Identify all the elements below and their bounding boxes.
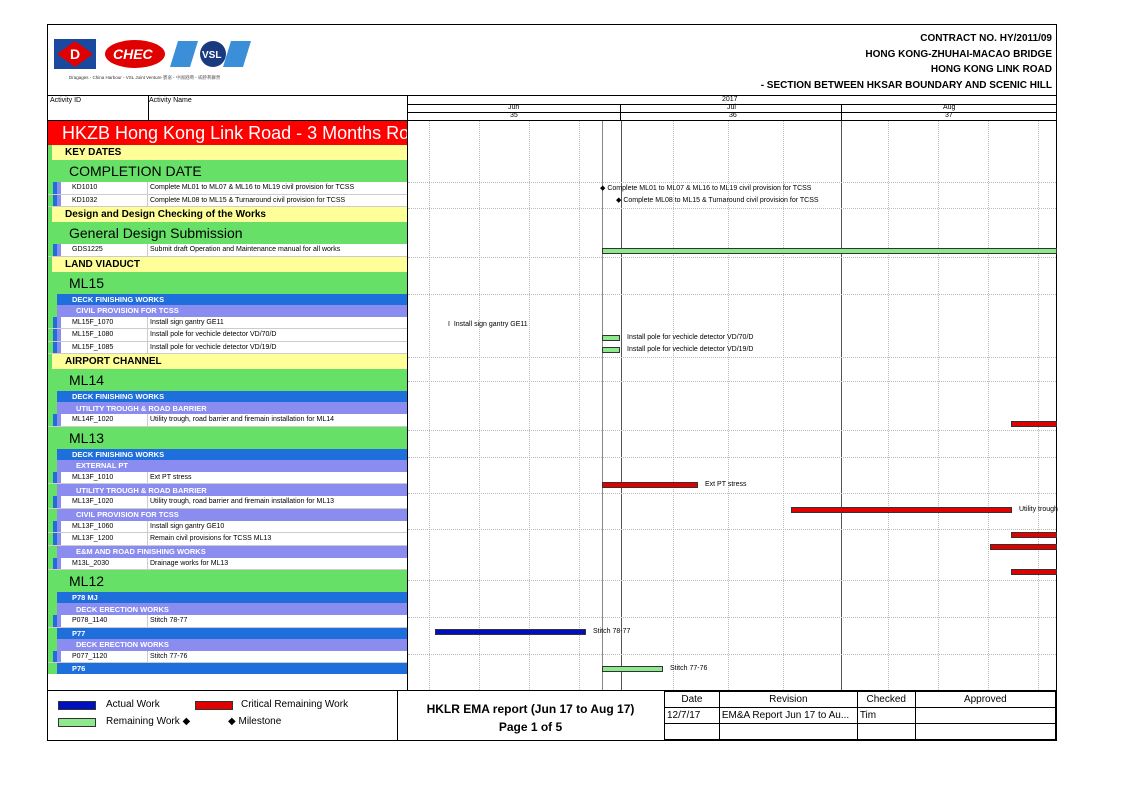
gantt-label-s7877: Stitch 78-77 — [593, 628, 631, 635]
rev-header-approved: Approved — [915, 692, 1055, 708]
legend-actual-swatch — [58, 701, 96, 710]
group-header[interactable] — [48, 570, 407, 592]
gantt-label-ge11: Install sign gantry GE11 — [453, 321, 528, 328]
week-jul: 36 — [729, 112, 737, 119]
logo-mark-d: D — [70, 46, 81, 62]
group-label: ML13 — [69, 429, 105, 446]
activity-id: GDS1225 — [48, 244, 148, 256]
activity-name: Install pole for vechicle detector VD/70/D — [150, 331, 277, 339]
group-header[interactable] — [48, 391, 407, 402]
bar-ml15f-1080[interactable] — [602, 335, 620, 341]
group-label: CIVIL PROVISION FOR TCSS — [76, 306, 179, 315]
activity-name: Complete ML01 to ML07 & ML16 to ML19 civil provision for TCSS — [150, 184, 355, 192]
bar-ml13f-1010[interactable] — [602, 482, 698, 488]
logo-mark-vsl: VSL — [202, 50, 222, 61]
contract-number: CONTRACT NO. HY/2011/09 — [920, 33, 1052, 44]
activity-name: Install pole for vechicle detector VD/19/D — [150, 343, 277, 351]
group-header[interactable] — [48, 369, 407, 391]
legend-critical-label: Critical Remaining Work — [241, 699, 349, 710]
activity-name: Remain civil provisions for TCSS ML13 — [150, 535, 272, 543]
gantt-label-vd19: Install pole for vechicle detector VD/19/D — [627, 346, 754, 353]
group-header[interactable] — [48, 509, 407, 521]
column-header — [48, 95, 1056, 121]
gantt-label-kd1032: Complete ML08 to ML15 & Turnaround civil provision for TCSS — [623, 197, 819, 204]
group-header[interactable] — [48, 145, 407, 160]
group-header[interactable] — [48, 603, 407, 615]
milestone-icon: ◆ — [182, 716, 191, 727]
legend-actual-label: Actual Work — [106, 699, 160, 710]
group-label: ML15 — [69, 274, 105, 291]
group-label: ML12 — [69, 573, 105, 589]
group-header[interactable] — [48, 305, 407, 317]
activity-row[interactable] — [48, 182, 407, 195]
activity-name-header: Activity Name — [149, 97, 192, 104]
month-jul: Jul — [727, 104, 736, 111]
group-label: DECK ERECTION WORKS — [76, 640, 169, 649]
activity-row[interactable] — [48, 472, 407, 485]
group-label: General Design Submission — [69, 225, 243, 241]
group-label: DECK FINISHING WORKS — [72, 294, 165, 304]
bar-ml13f-1020[interactable] — [791, 507, 1012, 513]
revision-table — [664, 691, 1056, 740]
milestone-icon: ◆ — [616, 197, 622, 204]
timescale-year: 2017 — [722, 96, 738, 103]
group-header[interactable] — [48, 628, 407, 639]
bar-p077-1120[interactable] — [602, 666, 663, 672]
bar-ml13f-1060[interactable] — [1011, 532, 1057, 538]
activity-id: ML14F_1020 — [48, 414, 148, 426]
activity-name: Drainage works for ML13 — [150, 559, 229, 567]
activity-name: Ext PT stress — [150, 473, 192, 481]
gantt-label-vd70: Install pole for vechicle detector VD/70/D — [627, 334, 754, 341]
legend-milestone — [228, 716, 281, 727]
rev-empty-cell — [719, 724, 857, 740]
milestone-icon: ◆ — [228, 716, 236, 727]
group-label: AIRPORT CHANNEL — [65, 356, 162, 367]
activity-row[interactable] — [48, 195, 407, 208]
activity-row[interactable] — [48, 651, 407, 664]
group-label: P77 — [72, 628, 86, 638]
activity-id: ML15F_1080 — [48, 329, 148, 341]
group-label: DECK ERECTION WORKS — [76, 604, 169, 614]
activity-row[interactable] — [48, 521, 407, 534]
bar-m13l-2030[interactable] — [1011, 569, 1057, 575]
activity-row[interactable] — [48, 558, 407, 571]
rev-date: 12/7/17 — [665, 708, 720, 724]
activity-id: ML13F_1020 — [48, 496, 148, 508]
group-header[interactable] — [48, 484, 407, 496]
group-header[interactable] — [48, 546, 407, 558]
group-label: HKZB Hong Kong Link Road - 3 Months Rolling Programme — [62, 122, 541, 143]
milestone-kd1032 — [616, 196, 819, 204]
gantt-label-s7776: Stitch 77-76 — [670, 665, 708, 672]
activity-id: ML13F_1010 — [48, 472, 148, 484]
activity-name: Utility trough, road barrier and firemain installation for ML14 — [150, 416, 335, 424]
activity-row[interactable] — [48, 329, 407, 342]
gantt-label-kd1010: Complete ML01 to ML07 & ML16 to ML19 civil provision for TCSS — [607, 185, 812, 192]
legend-remaining — [106, 716, 190, 727]
group-header[interactable] — [48, 663, 407, 674]
group-header[interactable] — [48, 354, 407, 369]
group-header[interactable] — [48, 449, 407, 460]
activity-id: P078_1140 — [48, 615, 148, 627]
bar-ml15f-1085[interactable] — [602, 347, 620, 353]
activity-row[interactable] — [48, 414, 407, 427]
legend-remaining-swatch — [58, 718, 96, 727]
rev-header-revision: Revision — [719, 692, 857, 708]
group-label: P78 MJ — [72, 593, 98, 602]
group-label: Design and Design Checking of the Works — [65, 209, 266, 220]
section-name: - SECTION BETWEEN HKSAR BOUNDARY AND SCENIC HILL — [760, 80, 1052, 91]
logo-mark-chec: CHEC — [113, 46, 153, 62]
activity-row[interactable] — [48, 615, 407, 628]
activity-id: ML13F_1200 — [48, 533, 148, 545]
group-label: KEY DATES — [65, 147, 122, 158]
activity-name: Stitch 78-77 — [150, 617, 188, 625]
company-logos — [53, 39, 253, 83]
activity-id: M13L_2030 — [48, 558, 148, 570]
project-name: HONG KONG-ZHUHAI-MACAO BRIDGE — [865, 49, 1052, 60]
activity-id: KD1032 — [48, 195, 148, 207]
group-header[interactable] — [48, 257, 407, 272]
activity-row[interactable] — [48, 244, 407, 257]
group-header[interactable] — [48, 160, 407, 182]
activity-name: Utility trough, road barrier and firemain installation for ML13 — [150, 498, 335, 506]
report-header — [48, 25, 1056, 95]
activity-name: Install sign gantry GE10 — [150, 522, 225, 530]
activity-name: Stitch 77-76 — [150, 652, 188, 660]
rev-empty-cell — [857, 724, 915, 740]
bar-ml13f-1200[interactable] — [990, 544, 1057, 550]
month-aug: Aug — [943, 104, 956, 111]
group-label: DECK FINISHING WORKS — [72, 449, 165, 459]
group-label: COMPLETION DATE — [69, 163, 202, 179]
page-number: Page 1 of 5 — [498, 720, 563, 734]
activity-id: ML15F_1070 — [48, 317, 148, 329]
report-title: HKLR EMA report (Jun 17 to Aug 17) — [426, 702, 635, 716]
group-header[interactable] — [48, 427, 407, 449]
rev-empty-cell — [915, 724, 1055, 740]
group-header[interactable] — [48, 222, 407, 244]
group-label: LAND VIADUCT — [65, 258, 140, 270]
bar-ml14f-1020[interactable] — [1011, 421, 1057, 427]
legend-milestone-label: Milestone — [238, 716, 282, 727]
rev-checked: Tim — [857, 708, 915, 724]
activity-row[interactable] — [48, 342, 407, 355]
group-label: E&M AND ROAD FINISHING WORKS — [76, 547, 206, 556]
rev-header-date: Date — [665, 692, 720, 708]
logo-caption: Dragages - China Harbour - VSL Joint Venture 寶嘉 - 中國港灣 - 威勝利聯營 — [69, 75, 221, 80]
gantt-item-ge11: I Install sign gantry GE11 — [448, 321, 528, 328]
rev-approved — [915, 708, 1055, 724]
road-name: HONG KONG LINK ROAD — [930, 64, 1052, 75]
week-aug: 37 — [945, 112, 953, 119]
group-header[interactable] — [48, 207, 407, 222]
activity-id-header: Activity ID — [50, 97, 82, 104]
gantt-chart — [407, 121, 1056, 690]
activity-name: Complete ML08 to ML15 & Turnaround civil provision for TCSS — [150, 196, 346, 204]
bar-p078-1140[interactable] — [435, 629, 586, 635]
activity-id: P077_1120 — [48, 651, 148, 663]
group-header[interactable] — [48, 294, 407, 305]
week-jun: 35 — [510, 112, 518, 119]
activity-row[interactable] — [48, 317, 407, 330]
legend-critical-swatch — [195, 701, 233, 710]
group-label: UTILITY TROUGH & ROAD BARRIER — [76, 485, 207, 495]
group-header[interactable] — [48, 460, 407, 472]
rev-empty-cell — [665, 724, 720, 740]
group-header[interactable] — [48, 402, 407, 414]
group-label: UTILITY TROUGH & ROAD BARRIER — [76, 403, 207, 413]
milestone-kd1010 — [600, 184, 811, 192]
legend-remaining-label: Remaining Work — [106, 716, 180, 727]
report-sheet — [47, 24, 1057, 741]
group-label: CIVIL PROVISION FOR TCSS — [76, 510, 179, 519]
group-header[interactable] — [48, 592, 407, 603]
group-label: DECK FINISHING WORKS — [72, 392, 165, 401]
group-label: ML14 — [69, 372, 105, 388]
milestone-icon: ◆ — [600, 185, 606, 192]
group-label: EXTERNAL PT — [76, 461, 128, 470]
activity-id: ML13F_1060 — [48, 521, 148, 533]
activity-name: Submit draft Operation and Maintenance manual for all works — [150, 246, 341, 254]
bar-gds1225[interactable] — [602, 248, 1057, 254]
activity-row[interactable] — [48, 496, 407, 509]
group-header[interactable] — [48, 272, 407, 294]
legend-panel — [48, 690, 1056, 741]
activity-name: Install sign gantry GE11 — [150, 318, 224, 326]
gantt-label-extpt: Ext PT stress — [705, 481, 747, 488]
group-header[interactable] — [48, 639, 407, 651]
gantt-label-ut13: Utility trough — [1019, 506, 1058, 513]
group-label: P76 — [72, 664, 86, 673]
activity-id: KD1010 — [48, 182, 148, 194]
programme-title[interactable] — [48, 121, 541, 145]
rev-header-checked: Checked — [857, 692, 915, 708]
month-jun: Jun — [508, 104, 520, 111]
activity-row[interactable] — [48, 533, 407, 546]
activity-id: ML15F_1085 — [48, 342, 148, 354]
rev-revision: EM&A Report Jun 17 to Au... — [719, 708, 857, 724]
